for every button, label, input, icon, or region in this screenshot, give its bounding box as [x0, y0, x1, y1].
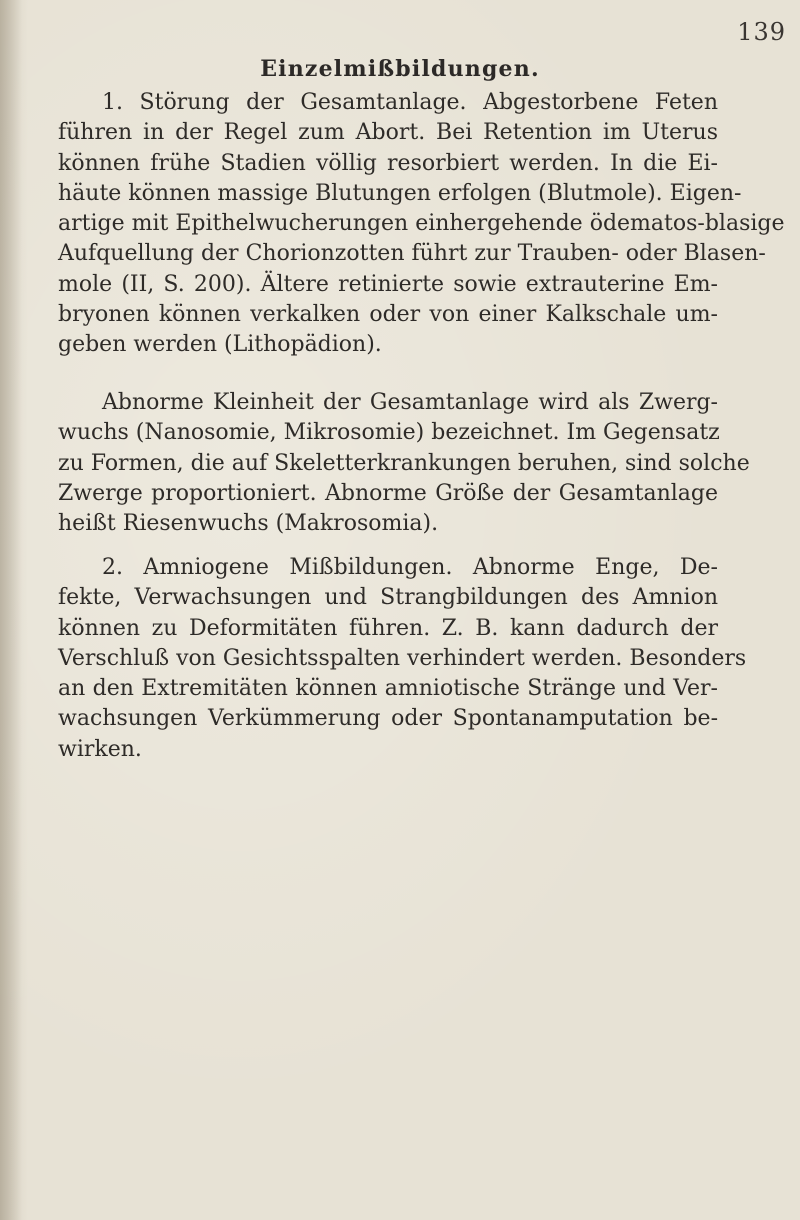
text-line: Verschluß von Gesichtsspalten verhindert werden. Besonders: [58, 645, 747, 671]
text-line: an den Extremitäten können amniotische Stränge und Ver-: [58, 676, 718, 702]
text-line: mole (II, S. 200). Ältere retinierte sowie extrauterine Em-: [58, 271, 718, 297]
text-line: häute können massige Blutungen erfolgen (Blutmole). Eigen-: [58, 180, 742, 206]
text-line: Zwerge proportioniert. Abnorme Größe der Gesamtanlage: [58, 480, 718, 506]
text-line: 2. Amniogene Mißbildungen. Abnorme Enge, De-: [102, 555, 718, 580]
text-line: fekte, Verwachsungen und Strangbildungen des Amnion: [58, 585, 718, 611]
text-line: zu Formen, die auf Skeletterkrankungen beruhen, sind solche: [58, 450, 750, 476]
text-line: Aufquellung der Chorionzotten führt zur Trauben- oder Blasen-: [58, 241, 766, 267]
text-line: 1. Störung der Gesamtanlage. Abgestorbene Feten: [102, 90, 718, 115]
text-line: bryonen können verkalken oder von einer Kalkschale um-: [58, 302, 718, 328]
text-line: heißt Riesenwuchs (Makrosomia).: [58, 511, 439, 537]
paragraph-gesamtanlage: [58, 88, 785, 361]
text-line: artige mit Epithelwucherungen einhergehende ödematos-blasige: [58, 211, 785, 237]
section-heading: Einzelmißbildungen.: [260, 56, 540, 82]
text-line: führen in der Regel zum Abort. Bei Retention im Uterus: [58, 120, 718, 146]
text-line: können zu Deformitäten führen. Z. B. kann dadurch der: [58, 615, 718, 641]
text-line: wirken.: [58, 736, 142, 762]
text-line: wachsungen Verkümmerung oder Spontanamputation be-: [58, 706, 718, 732]
page-gutter-shadow: [0, 0, 22, 1220]
text-line: geben werden (Lithopädion).: [58, 332, 382, 358]
page-number: 139: [737, 18, 786, 46]
paragraph-amniogene: [58, 553, 747, 765]
paragraph-zwergwuchs: [58, 388, 750, 539]
text-line: wuchs (Nanosomie, Mikrosomie) bezeichnet. Im Gegensatz: [58, 420, 720, 446]
text-line: Abnorme Kleinheit der Gesamtanlage wird als Zwerg-: [102, 390, 718, 415]
text-line: können frühe Stadien völlig resorbiert werden. In die Ei-: [58, 150, 718, 176]
